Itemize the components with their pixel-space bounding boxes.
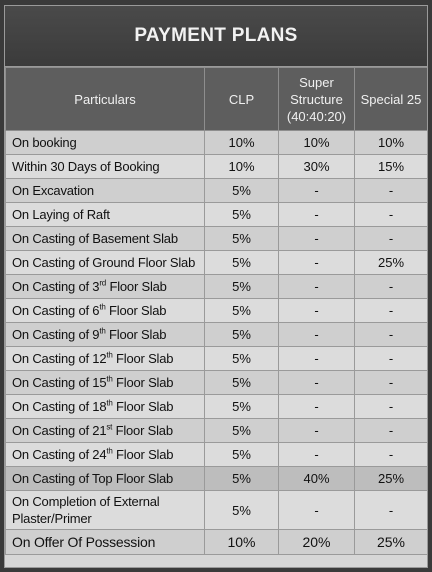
payment-plans-table <box>5 67 428 555</box>
table-row <box>6 419 428 443</box>
table-body <box>6 131 428 555</box>
cell-clp: 10% <box>205 530 279 555</box>
cell-super-structure: 40% <box>279 467 355 491</box>
cell-super-structure: 20% <box>279 530 355 555</box>
cell-clp: 5% <box>205 275 279 299</box>
cell-super-structure: - <box>279 491 355 530</box>
table-row <box>6 371 428 395</box>
cell-clp: 5% <box>205 227 279 251</box>
cell-special-25: 25% <box>355 251 428 275</box>
cell-special-25: - <box>355 179 428 203</box>
cell-clp: 5% <box>205 323 279 347</box>
cell-special-25: - <box>355 323 428 347</box>
table-header-row <box>6 68 428 131</box>
cell-super-structure: - <box>279 371 355 395</box>
cell-special-25: - <box>355 371 428 395</box>
cell-super-structure: - <box>279 347 355 371</box>
cell-special-25: - <box>355 275 428 299</box>
cell-clp: 5% <box>205 467 279 491</box>
table-row <box>6 347 428 371</box>
cell-super-structure: 30% <box>279 155 355 179</box>
row-particular: On Casting of Ground Floor Slab <box>6 251 205 275</box>
cell-clp: 5% <box>205 347 279 371</box>
row-particular: On Casting of 24th Floor Slab <box>6 443 205 467</box>
cell-special-25: - <box>355 419 428 443</box>
header-particulars: Particulars <box>6 68 205 131</box>
row-particular: On Completion of External Plaster/Primer <box>6 491 205 530</box>
cell-super-structure: - <box>279 179 355 203</box>
cell-super-structure: - <box>279 227 355 251</box>
cell-clp: 5% <box>205 419 279 443</box>
row-particular: On Casting of 9th Floor Slab <box>6 323 205 347</box>
table-row <box>6 227 428 251</box>
cell-special-25: - <box>355 203 428 227</box>
row-particular: On Casting of 15th Floor Slab <box>6 371 205 395</box>
cell-clp: 5% <box>205 203 279 227</box>
row-particular: On Excavation <box>6 179 205 203</box>
cell-clp: 5% <box>205 251 279 275</box>
cell-super-structure: - <box>279 323 355 347</box>
cell-super-structure: - <box>279 275 355 299</box>
cell-special-25: 25% <box>355 530 428 555</box>
cell-super-structure: - <box>279 251 355 275</box>
table-row <box>6 155 428 179</box>
cell-special-25: - <box>355 299 428 323</box>
row-particular: On Casting of 18th Floor Slab <box>6 395 205 419</box>
cell-clp: 5% <box>205 371 279 395</box>
cell-special-25: - <box>355 347 428 371</box>
cell-clp: 5% <box>205 395 279 419</box>
cell-special-25: 10% <box>355 131 428 155</box>
header-clp: CLP <box>205 68 279 131</box>
row-particular: On Casting of 6th Floor Slab <box>6 299 205 323</box>
cell-super-structure: - <box>279 203 355 227</box>
row-particular: On booking <box>6 131 205 155</box>
cell-super-structure: - <box>279 419 355 443</box>
table-row <box>6 443 428 467</box>
cell-special-25: 25% <box>355 467 428 491</box>
table-row <box>6 203 428 227</box>
header-special-25: Special 25 <box>355 68 428 131</box>
cell-super-structure: - <box>279 299 355 323</box>
page-title: PAYMENT PLANS <box>5 6 427 67</box>
row-particular: On Casting of Basement Slab <box>6 227 205 251</box>
cell-clp: 5% <box>205 491 279 530</box>
row-particular: On Casting of 12th Floor Slab <box>6 347 205 371</box>
cell-super-structure: - <box>279 395 355 419</box>
table-row <box>6 395 428 419</box>
cell-special-25: - <box>355 227 428 251</box>
cell-clp: 5% <box>205 299 279 323</box>
cell-special-25: - <box>355 491 428 530</box>
cell-super-structure: - <box>279 443 355 467</box>
table-row <box>6 530 428 555</box>
table-row <box>6 275 428 299</box>
payment-plans-panel <box>4 5 428 568</box>
row-particular: On Casting of Top Floor Slab <box>6 467 205 491</box>
row-particular: On Casting of 3rd Floor Slab <box>6 275 205 299</box>
row-particular: Within 30 Days of Booking <box>6 155 205 179</box>
table-row <box>6 467 428 491</box>
row-particular: On Laying of Raft <box>6 203 205 227</box>
cell-special-25: 15% <box>355 155 428 179</box>
cell-clp: 5% <box>205 179 279 203</box>
header-super-structure: Super Structure (40:40:20) <box>279 68 355 131</box>
table-row <box>6 179 428 203</box>
cell-clp: 5% <box>205 443 279 467</box>
row-particular: On Offer Of Possession <box>6 530 205 555</box>
row-particular: On Casting of 21st Floor Slab <box>6 419 205 443</box>
table-row <box>6 251 428 275</box>
table-row <box>6 323 428 347</box>
cell-clp: 10% <box>205 155 279 179</box>
cell-special-25: - <box>355 443 428 467</box>
table-row <box>6 299 428 323</box>
table-row <box>6 491 428 530</box>
cell-super-structure: 10% <box>279 131 355 155</box>
cell-special-25: - <box>355 395 428 419</box>
cell-clp: 10% <box>205 131 279 155</box>
table-row <box>6 131 428 155</box>
